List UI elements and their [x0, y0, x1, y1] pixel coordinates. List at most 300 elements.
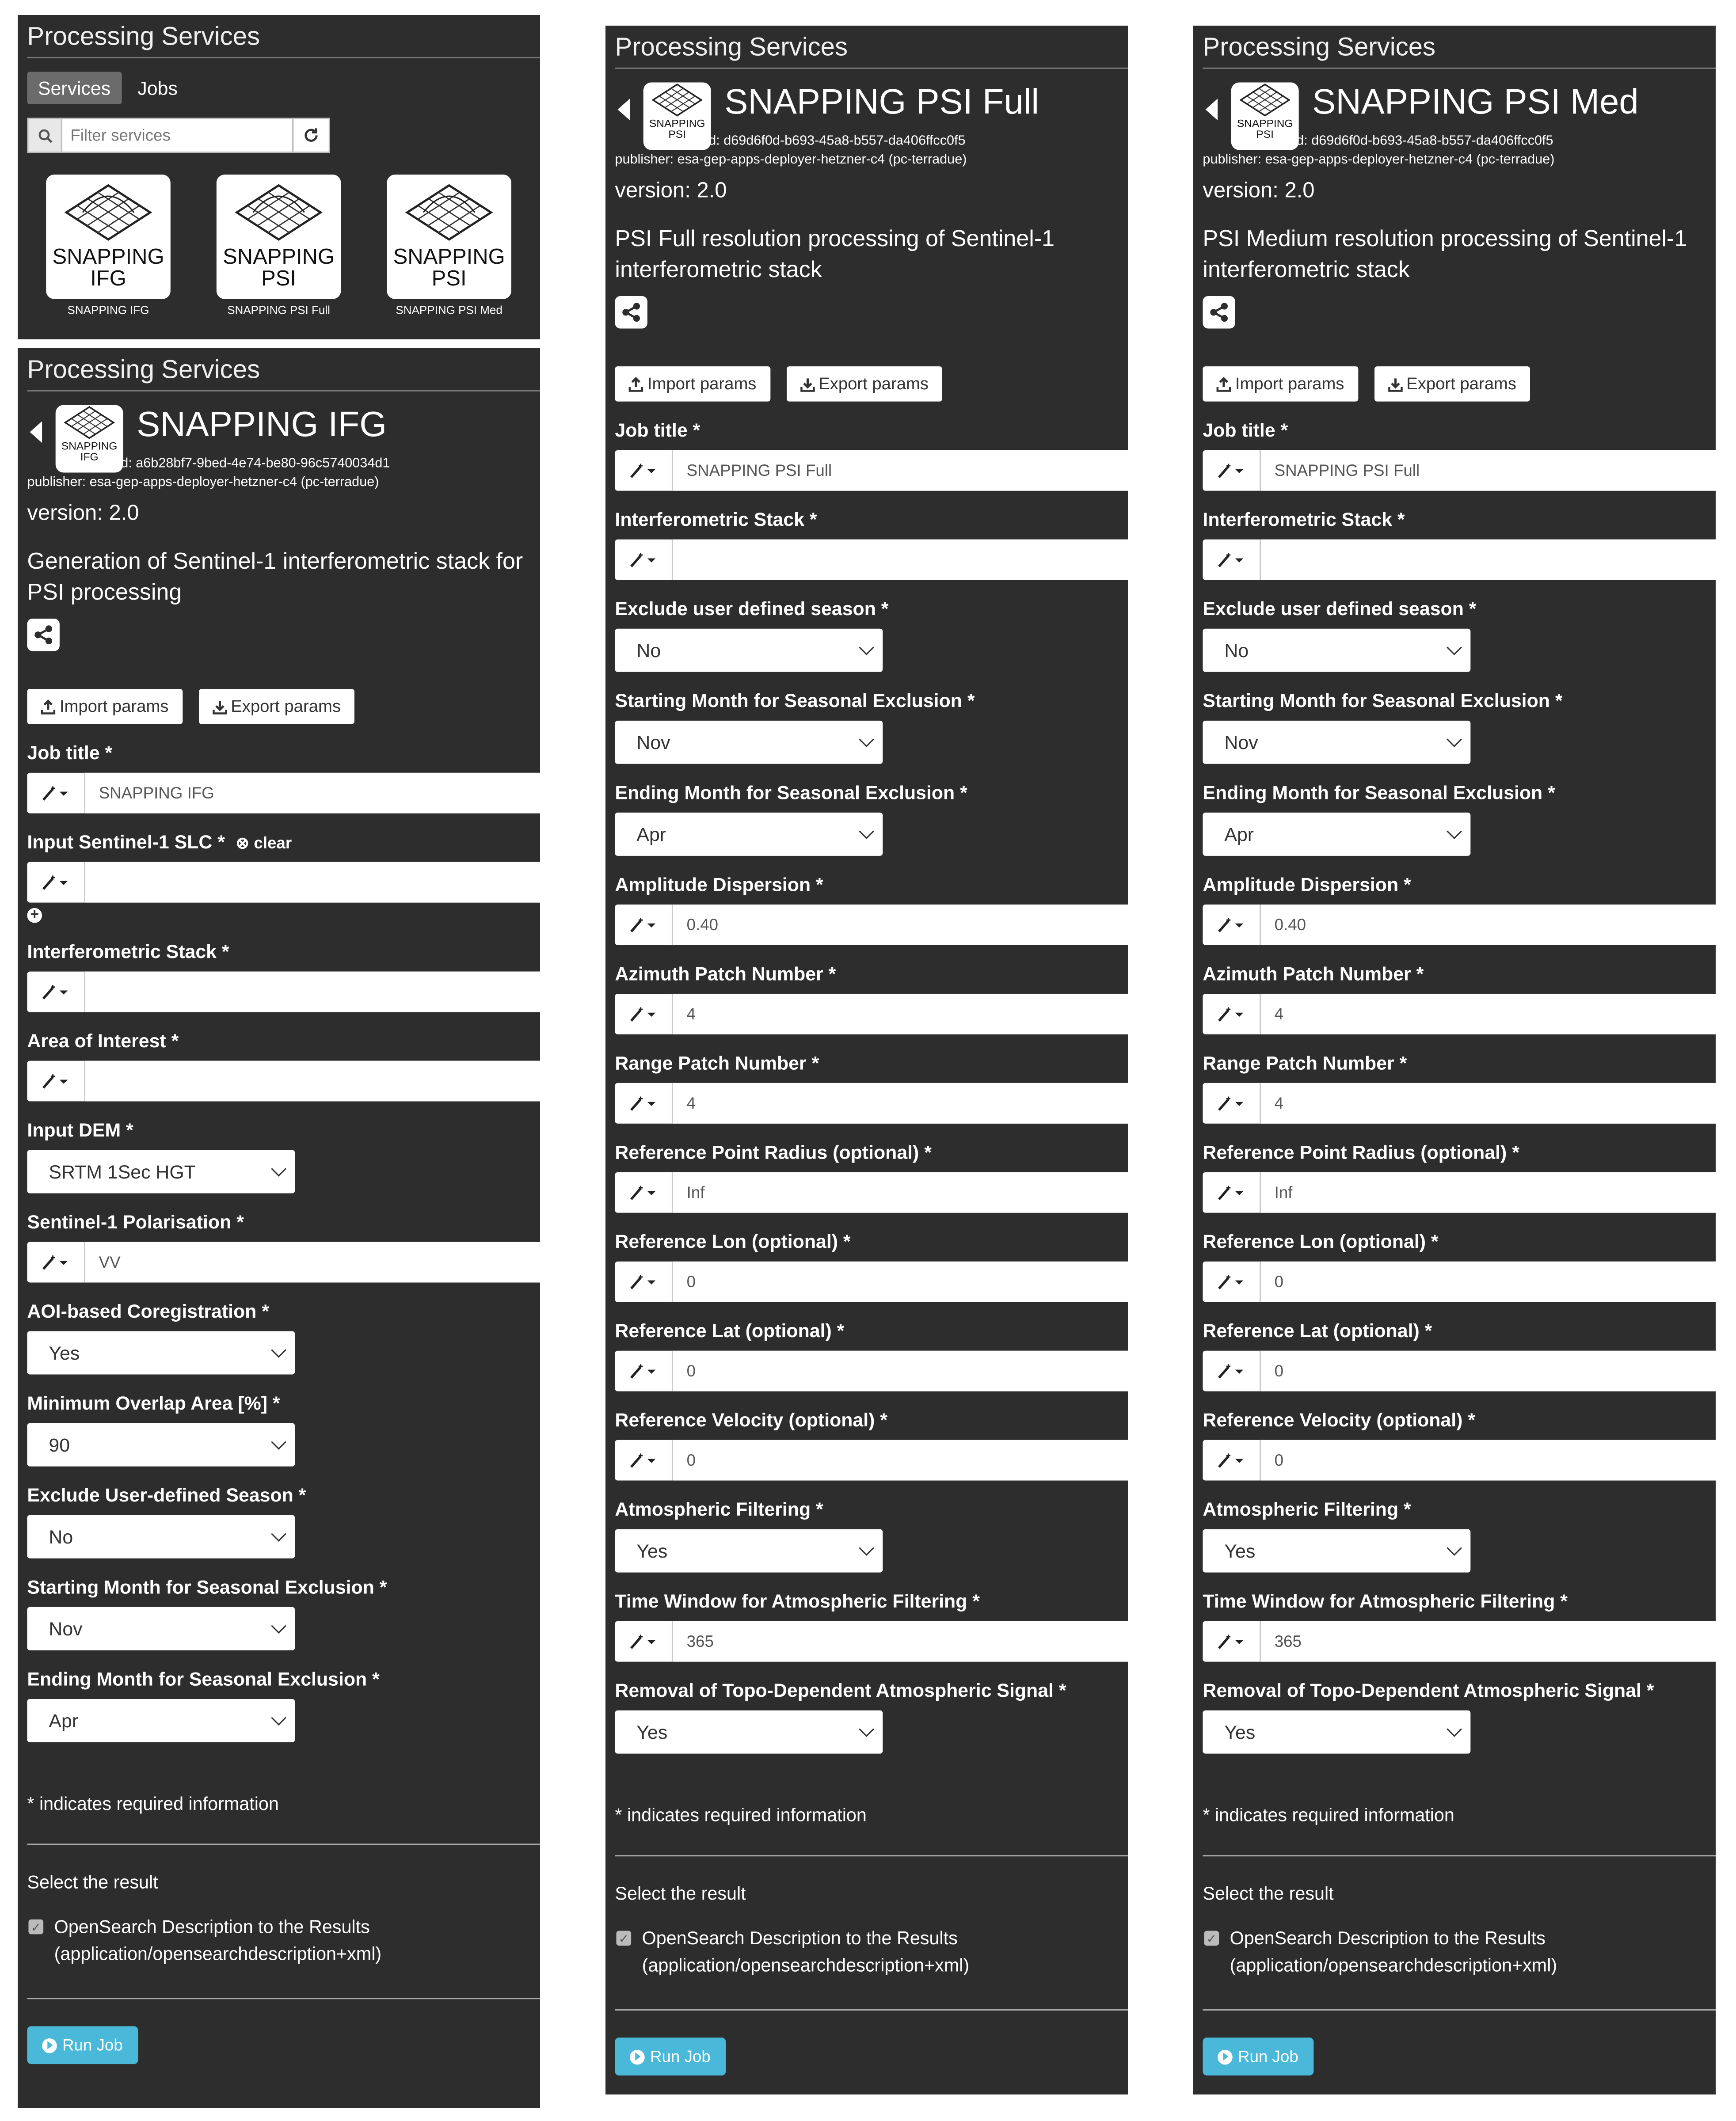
ref-radius-label: Reference Point Radius (optional) * [615, 1141, 932, 1163]
start-month-select[interactable] [27, 1607, 295, 1650]
divider [615, 1855, 1128, 1856]
filter-bar [27, 118, 330, 153]
ifg-service-panel [18, 348, 540, 2108]
mesh-logo-icon [64, 405, 115, 441]
service-id: id: d69d6f0d-b693-45a8-b557-da406ffcc0f5 [1293, 133, 1553, 149]
service-tile-psi-full[interactable] [217, 175, 341, 316]
az-patch-input[interactable] [673, 994, 1128, 1034]
service-tile-psi-med[interactable] [387, 175, 511, 316]
download-icon [212, 699, 227, 714]
chevron-down-icon [859, 1540, 874, 1556]
exclude-season-select[interactable] [615, 629, 883, 672]
end-month-select[interactable] [27, 1699, 295, 1742]
tile-name-line2: PSI [261, 268, 297, 291]
publisher: publisher: esa-gep-apps-deployer-hetzner-c4 (pc-terradue) [1203, 152, 1555, 168]
play-circle-icon [630, 2049, 645, 2064]
wand-dropdown-button[interactable] [615, 450, 673, 491]
select-value: Nov [1224, 731, 1258, 753]
time-window-input[interactable] [1261, 1621, 1716, 1662]
start-month-label: Starting Month for Seasonal Exclusion * [1203, 689, 1563, 711]
job-title-field [27, 773, 540, 813]
result-option-line2: (application/opensearchdescription+xml) [1230, 1955, 1557, 1976]
wand-dropdown-button[interactable] [615, 1440, 673, 1481]
select-value: Apr [1224, 823, 1254, 845]
time-window-label: Time Window for Atmospheric Filtering * [615, 1590, 980, 1612]
download-icon [799, 376, 815, 392]
topo-removal-label: Removal of Topo-Dependent Atmospheric Signal * [615, 1679, 1066, 1701]
start-month-select[interactable] [615, 721, 883, 764]
play-circle-icon [1218, 2049, 1233, 2064]
ref-lat-input[interactable] [1261, 1351, 1716, 1391]
magic-wand-icon [1216, 917, 1246, 933]
input-slc-label-text: Input Sentinel-1 SLC * [27, 831, 225, 853]
play-circle-icon [42, 2037, 57, 2053]
wand-dropdown-button[interactable] [1203, 540, 1261, 580]
upload-icon [41, 699, 56, 714]
version: version: 2.0 [615, 179, 727, 203]
ref-lat-label: Reference Lat (optional) * [615, 1319, 845, 1342]
wand-dropdown-button[interactable] [27, 972, 85, 1012]
share-icon [33, 624, 54, 646]
start-month-label: Starting Month for Seasonal Exclusion * [615, 689, 975, 711]
logo-line1: SNAPPING [1237, 118, 1293, 130]
polarisation-field [27, 1242, 540, 1283]
magic-wand-icon [628, 1184, 658, 1201]
stack-field [27, 972, 540, 1012]
export-params-button[interactable] [198, 689, 354, 724]
chevron-down-icon [271, 1342, 286, 1358]
import-params-button[interactable] [27, 689, 182, 724]
share-button[interactable] [1203, 296, 1235, 328]
stack-field [615, 540, 1128, 580]
wand-dropdown-button[interactable] [615, 1083, 673, 1124]
export-label: Export params [819, 374, 929, 394]
amp-disp-input[interactable] [1261, 905, 1716, 945]
polarisation-input[interactable] [85, 1242, 540, 1283]
ref-vel-label: Reference Velocity (optional) * [1203, 1409, 1476, 1431]
logo-line1: SNAPPING [61, 440, 118, 452]
result-option[interactable] [1203, 1925, 1716, 1979]
ref-lon-label: Reference Lon (optional) * [615, 1230, 851, 1252]
select-value: No [49, 1526, 73, 1548]
clear-label: clear [254, 833, 292, 853]
tile-caption: SNAPPING PSI Med [396, 303, 503, 317]
wand-dropdown-button[interactable] [1203, 994, 1261, 1034]
job-title-label: Job title * [27, 741, 113, 764]
wand-dropdown-button[interactable] [1203, 1172, 1261, 1213]
exclude-season-label: Exclude user defined season * [1203, 597, 1477, 620]
magic-wand-icon [628, 1273, 658, 1290]
chevron-down-icon [271, 1434, 286, 1450]
coreg-label: AOI-based Coregistration * [27, 1300, 269, 1322]
run-job-label: Run Job [650, 2047, 711, 2066]
chevron-down-icon [859, 824, 874, 839]
az-patch-field [615, 994, 1128, 1034]
start-month-label: Starting Month for Seasonal Exclusion * [27, 1576, 387, 1598]
ref-lon-input[interactable] [673, 1262, 1128, 1302]
refresh-button[interactable] [292, 118, 330, 153]
wand-dropdown-button[interactable] [27, 773, 85, 813]
wand-dropdown-button[interactable] [1203, 905, 1261, 945]
stack-label: Interferometric Stack * [615, 508, 817, 530]
job-title-field [1203, 450, 1716, 491]
magic-wand-icon [628, 551, 658, 568]
share-icon [1208, 301, 1230, 323]
checkbox[interactable]: ✓ [1204, 1931, 1219, 1946]
exclude-season-select[interactable] [1203, 629, 1470, 672]
atm-filter-select[interactable] [1203, 1529, 1470, 1573]
amp-disp-input[interactable] [673, 905, 1128, 945]
import-params-button[interactable] [615, 366, 770, 402]
job-title-label: Job title * [1203, 419, 1288, 441]
stack-field [1203, 540, 1716, 580]
rg-patch-label: Range Patch Number * [1203, 1052, 1407, 1074]
ref-vel-input[interactable] [673, 1440, 1128, 1481]
wand-dropdown-button[interactable] [1203, 450, 1261, 491]
select-value: Apr [49, 1710, 79, 1732]
divider [615, 2009, 1128, 2011]
ref-lon-label: Reference Lon (optional) * [1203, 1230, 1439, 1252]
az-patch-input[interactable] [1261, 994, 1716, 1034]
required-note: * indicates required information [27, 1794, 279, 1814]
chevron-down-icon [859, 1722, 874, 1737]
mesh-logo-icon [404, 182, 494, 242]
share-button[interactable] [27, 619, 59, 651]
wand-dropdown-button[interactable] [1203, 1621, 1261, 1662]
wand-dropdown-button[interactable] [1203, 1351, 1261, 1391]
wand-dropdown-button[interactable] [27, 1061, 85, 1102]
job-title-input[interactable] [85, 773, 540, 813]
magic-wand-icon [41, 874, 70, 890]
select-value: No [636, 639, 661, 661]
stack-label: Interferometric Stack * [27, 940, 229, 962]
select-value: Yes [636, 1540, 668, 1562]
select-result-title: Select the result [615, 1883, 746, 1904]
ref-vel-input[interactable] [1261, 1440, 1716, 1481]
select-value: Apr [636, 823, 666, 845]
divider [27, 1844, 540, 1845]
stack-input[interactable] [85, 972, 540, 1012]
ref-radius-input[interactable] [1261, 1172, 1716, 1213]
wand-dropdown-button[interactable] [615, 905, 673, 945]
dem-select[interactable] [27, 1150, 295, 1194]
chevron-down-icon [1447, 640, 1462, 655]
magic-wand-icon [1216, 1184, 1246, 1201]
chevron-down-icon [271, 1161, 286, 1177]
job-title-input[interactable] [1261, 450, 1716, 491]
end-month-label: Ending Month for Seasonal Exclusion * [27, 1668, 380, 1690]
run-job-label: Run Job [62, 2035, 123, 2055]
exclude-season-label: Exclude user defined season * [615, 597, 889, 620]
service-card[interactable] [217, 175, 341, 299]
param-buttons [27, 689, 540, 724]
atm-filter-label: Atmospheric Filtering * [615, 1498, 823, 1520]
version: version: 2.0 [27, 502, 139, 525]
magic-wand-icon [41, 1254, 70, 1270]
wand-dropdown-button[interactable] [27, 1242, 85, 1283]
amp-disp-label: Amplitude Dispersion * [615, 873, 823, 895]
rg-patch-input[interactable] [673, 1083, 1128, 1124]
stack-input[interactable] [673, 540, 1128, 580]
tile-caption: SNAPPING IFG [67, 303, 149, 317]
start-month-select[interactable] [1203, 721, 1470, 764]
run-job-label: Run Job [1237, 2047, 1298, 2066]
job-title-field [615, 450, 1128, 491]
time-window-input[interactable] [673, 1621, 1128, 1662]
result-option[interactable] [615, 1925, 1128, 1979]
upload-icon [1216, 376, 1231, 392]
rg-patch-label: Range Patch Number * [615, 1052, 819, 1074]
service-card[interactable] [387, 175, 511, 299]
magic-wand-icon [1216, 462, 1246, 479]
az-patch-label: Azimuth Patch Number * [615, 962, 836, 984]
coreg-select[interactable] [27, 1331, 295, 1375]
chevron-down-icon [1447, 1722, 1462, 1737]
service-description: Generation of Sentinel-1 interferometric stack for PSI processing [27, 548, 523, 605]
services-catalog-panel [18, 15, 540, 339]
select-value: Yes [1224, 1721, 1256, 1743]
polarisation-label: Sentinel-1 Polarisation * [27, 1211, 244, 1233]
service-tiles [46, 175, 540, 316]
service-title: SNAPPING PSI Full [724, 81, 1039, 122]
divider [1203, 2009, 1716, 2011]
rg-patch-input[interactable] [1261, 1083, 1716, 1124]
mesh-logo-icon [1239, 83, 1291, 118]
wand-dropdown-button[interactable] [615, 994, 673, 1034]
magic-wand-icon [628, 917, 658, 933]
amp-disp-label: Amplitude Dispersion * [1203, 873, 1411, 895]
atm-filter-select[interactable] [615, 1529, 883, 1573]
divider [27, 1998, 540, 1999]
divider [1203, 1855, 1716, 1856]
ref-vel-field [1203, 1440, 1716, 1481]
select-value: Yes [49, 1342, 80, 1364]
logo-line1: SNAPPING [649, 118, 705, 130]
param-buttons [1203, 366, 1716, 402]
select-result-title: Select the result [1203, 1883, 1334, 1904]
service-tile-ifg[interactable] [46, 175, 171, 316]
checkbox[interactable]: ✓ [616, 1931, 631, 1946]
share-icon [621, 301, 642, 323]
back-icon[interactable] [30, 421, 42, 443]
catalog-tabs [27, 72, 540, 104]
psi-full-service-panel [605, 26, 1128, 2094]
select-value: Nov [49, 1618, 83, 1640]
select-value: No [1224, 639, 1249, 661]
magic-wand-icon [41, 785, 70, 801]
end-month-select[interactable] [1203, 813, 1470, 856]
export-params-button[interactable] [1374, 366, 1530, 402]
ref-radius-field [615, 1172, 1128, 1213]
topo-removal-select[interactable] [615, 1710, 883, 1754]
select-value: Yes [1224, 1540, 1256, 1562]
export-label: Export params [1406, 374, 1516, 394]
amp-disp-field [615, 905, 1128, 945]
tab-services[interactable]: Services [27, 72, 121, 104]
export-params-button[interactable] [786, 366, 942, 402]
job-title-input[interactable] [673, 450, 1128, 491]
overlap-select[interactable] [27, 1423, 295, 1467]
wand-dropdown-button[interactable] [615, 540, 673, 580]
magic-wand-icon [628, 1452, 658, 1468]
az-patch-label: Azimuth Patch Number * [1203, 962, 1424, 984]
magic-wand-icon [1216, 1273, 1246, 1290]
select-value: 90 [49, 1434, 70, 1456]
end-month-label: Ending Month for Seasonal Exclusion * [615, 781, 967, 803]
clear-button[interactable]: ⊗ clear [236, 833, 292, 853]
back-icon[interactable] [1206, 99, 1218, 120]
wand-dropdown-button[interactable] [615, 1262, 673, 1302]
result-option-line1: OpenSearch Description to the Results [54, 1916, 370, 1937]
ref-vel-field [615, 1440, 1128, 1481]
search-icon [27, 118, 62, 153]
time-window-field [1203, 1621, 1716, 1662]
end-month-label: Ending Month for Seasonal Exclusion * [1203, 781, 1555, 803]
select-value: SRTM 1Sec HGT [49, 1161, 196, 1183]
tile-name-line1: SNAPPING [223, 246, 335, 270]
import-label: Import params [1235, 374, 1344, 394]
result-option[interactable] [27, 1914, 540, 1968]
tile-name-line1: SNAPPING [52, 246, 164, 270]
ref-lon-field [1203, 1262, 1716, 1302]
wand-dropdown-button[interactable] [615, 1172, 673, 1213]
result-option-text [1230, 1925, 1557, 1979]
az-patch-field [1203, 994, 1716, 1034]
service-id: id: d69d6f0d-b693-45a8-b557-da406ffcc0f5 [705, 133, 966, 149]
magic-wand-icon [628, 1633, 658, 1650]
run-job-button[interactable] [615, 2037, 725, 2075]
overlap-label: Minimum Overlap Area [%] * [27, 1392, 280, 1414]
checkbox[interactable]: ✓ [28, 1920, 43, 1935]
chevron-down-icon [271, 1618, 286, 1634]
ref-lon-field [615, 1262, 1128, 1302]
magic-wand-icon [1216, 1006, 1246, 1022]
ref-lat-field [1203, 1351, 1716, 1391]
chevron-down-icon [859, 732, 874, 747]
magic-wand-icon [628, 1095, 658, 1111]
aoi-input[interactable] [85, 1061, 540, 1102]
panel-title: Processing Services [27, 15, 540, 58]
required-note: * indicates required information [1203, 1805, 1454, 1825]
logo-line2: PSI [1256, 128, 1274, 141]
exclude-season-label: Exclude User-defined Season * [27, 1484, 306, 1506]
chevron-down-icon [859, 640, 874, 655]
ref-lon-input[interactable] [1261, 1262, 1716, 1302]
result-option-text [54, 1914, 382, 1968]
mesh-logo-icon [64, 182, 153, 242]
back-icon[interactable] [618, 99, 630, 120]
dem-label: Input DEM * [27, 1119, 133, 1141]
magic-wand-icon [628, 1006, 658, 1022]
service-logo [56, 405, 123, 473]
import-label: Import params [59, 697, 169, 716]
ref-radius-input[interactable] [673, 1172, 1128, 1213]
required-note: * indicates required information [615, 1805, 867, 1825]
import-params-button[interactable] [1203, 366, 1358, 402]
magic-wand-icon [41, 984, 70, 1000]
service-logo [643, 83, 711, 150]
tile-caption: SNAPPING PSI Full [227, 303, 330, 317]
magic-wand-icon [628, 1363, 658, 1379]
upload-icon [628, 376, 643, 392]
service-title: SNAPPING PSI Med [1312, 81, 1639, 122]
share-button[interactable] [615, 296, 647, 328]
magic-wand-icon [41, 1073, 70, 1089]
result-option-line1: OpenSearch Description to the Results [642, 1928, 958, 1949]
input-slc-input[interactable] [85, 862, 540, 903]
time-window-field [615, 1621, 1128, 1662]
aoi-label: Area of Interest * [27, 1030, 179, 1052]
wand-dropdown-button[interactable] [1203, 1440, 1261, 1481]
magic-wand-icon [1216, 1363, 1246, 1379]
ref-radius-label: Reference Point Radius (optional) * [1203, 1141, 1519, 1163]
time-window-label: Time Window for Atmospheric Filtering * [1203, 1590, 1568, 1612]
service-id: id: a6b28bf7-9bed-4e74-be80-96c5740034d1 [118, 456, 390, 471]
import-label: Import params [647, 374, 757, 394]
topo-removal-select[interactable] [1203, 1710, 1470, 1754]
tile-name-line2: IFG [90, 268, 126, 291]
run-job-button[interactable] [1203, 2037, 1313, 2075]
magic-wand-icon [1216, 1452, 1246, 1468]
service-description: PSI Medium resolution processing of Sentinel-1 interferometric stack [1203, 225, 1687, 283]
rg-patch-field [1203, 1083, 1716, 1124]
ref-lat-input[interactable] [673, 1351, 1128, 1391]
exclude-season-select[interactable] [27, 1515, 295, 1558]
rg-patch-field [615, 1083, 1128, 1124]
job-title-label: Job title * [615, 419, 700, 441]
select-value: Nov [636, 731, 670, 753]
end-month-select[interactable] [615, 813, 883, 856]
wand-dropdown-button[interactable] [1203, 1262, 1261, 1302]
service-title: SNAPPING IFG [137, 403, 387, 445]
panel-title: Processing Services [27, 348, 540, 392]
version: version: 2.0 [1203, 179, 1315, 203]
ref-vel-label: Reference Velocity (optional) * [615, 1409, 888, 1431]
export-label: Export params [231, 697, 341, 716]
stack-input[interactable] [1261, 540, 1716, 580]
add-input-icon[interactable]: + [27, 908, 42, 923]
magic-wand-icon [1216, 1095, 1246, 1111]
aoi-field [27, 1061, 540, 1102]
chevron-down-icon [1447, 1540, 1462, 1556]
download-icon [1387, 376, 1402, 392]
tile-name-line2: PSI [431, 268, 467, 291]
panel-title: Processing Services [1203, 26, 1716, 69]
wand-dropdown-button[interactable] [615, 1621, 673, 1662]
run-job-button[interactable] [27, 2026, 137, 2064]
ref-lat-label: Reference Lat (optional) * [1203, 1319, 1432, 1342]
psi-med-service-panel [1193, 26, 1716, 2094]
wand-dropdown-button[interactable] [27, 862, 85, 903]
topo-removal-label: Removal of Topo-Dependent Atmospheric Signal * [1203, 1679, 1654, 1701]
filter-services-input[interactable] [62, 118, 292, 153]
ref-radius-field [1203, 1172, 1716, 1213]
tab-jobs[interactable]: Jobs [137, 77, 178, 99]
publisher: publisher: esa-gep-apps-deployer-hetzner-c4 (pc-terradue) [615, 152, 967, 168]
atm-filter-label: Atmospheric Filtering * [1203, 1498, 1411, 1520]
chevron-down-icon [1447, 732, 1462, 747]
wand-dropdown-button[interactable] [1203, 1083, 1261, 1124]
result-option-line2: (application/opensearchdescription+xml) [54, 1943, 382, 1964]
input-slc-field [27, 862, 540, 903]
ref-lat-field [615, 1351, 1128, 1391]
result-option-text [642, 1925, 970, 1979]
wand-dropdown-button[interactable] [615, 1351, 673, 1391]
service-description: PSI Full resolution processing of Sentinel-1 interferometric stack [615, 225, 1055, 283]
param-buttons [615, 366, 1128, 402]
stack-label: Interferometric Stack * [1203, 508, 1405, 530]
service-card[interactable] [46, 175, 171, 299]
